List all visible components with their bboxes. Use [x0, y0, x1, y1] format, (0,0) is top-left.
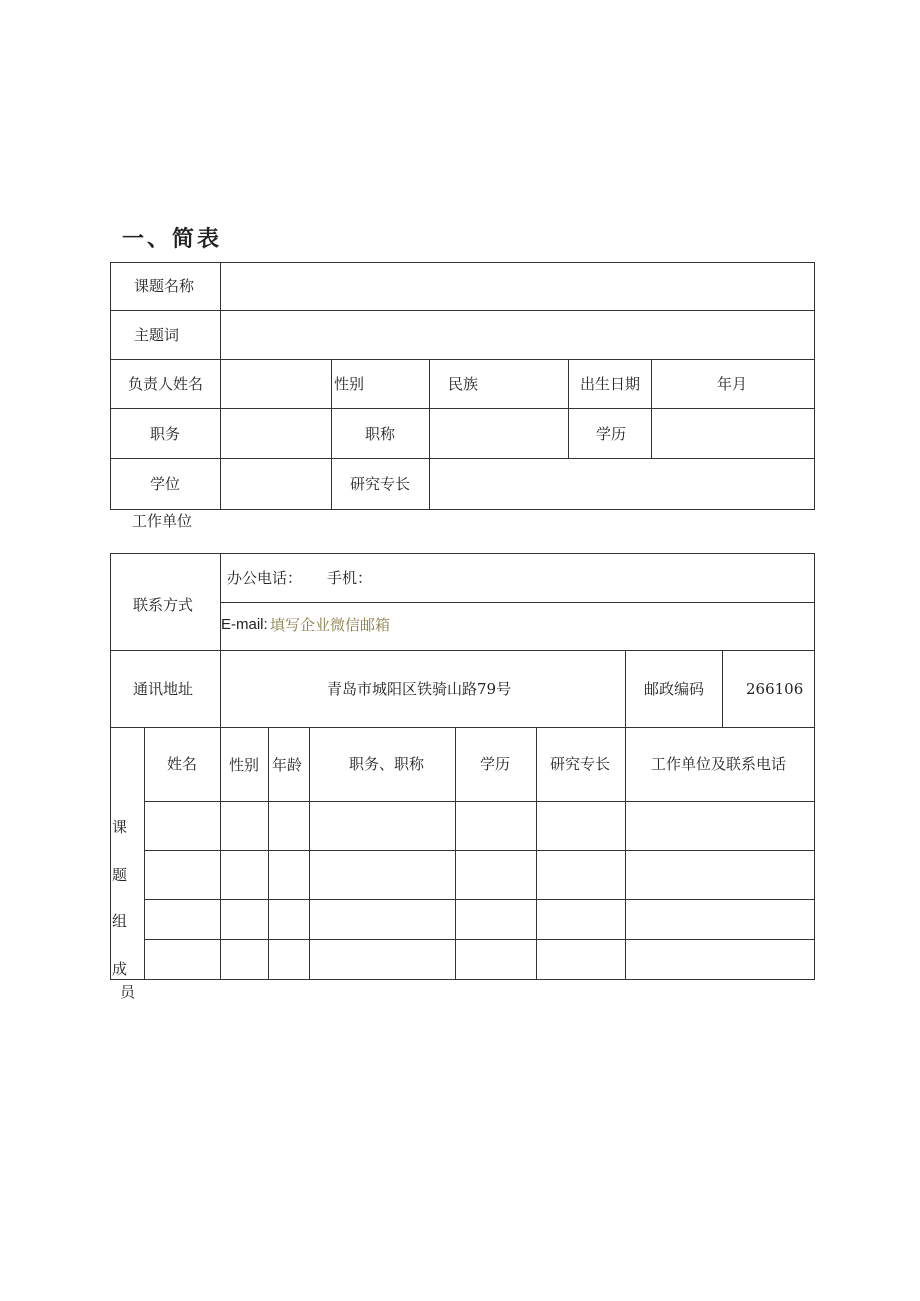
education-field[interactable] — [652, 409, 814, 458]
table-row[interactable] — [145, 940, 814, 979]
degree-field[interactable] — [221, 459, 331, 509]
table-row[interactable] — [145, 802, 814, 850]
table-col-divider — [331, 359, 332, 510]
education-label: 学历 — [596, 425, 627, 443]
address-label: 通讯地址 — [133, 680, 194, 698]
office-phone-label[interactable]: 办公电话： — [227, 569, 303, 587]
email-fill-hint[interactable]: 填写企业微信邮箱 — [270, 616, 391, 634]
members-label-char: 课 — [112, 818, 128, 836]
section-heading: 一、简表 — [122, 226, 223, 252]
topic-name-field[interactable] — [221, 263, 814, 310]
birth-date-value[interactable]: 年月 — [717, 375, 748, 393]
member-header-education: 学历 — [480, 755, 511, 773]
topic-name-label: 课题名称 — [134, 277, 195, 295]
table-row[interactable] — [145, 851, 814, 899]
member-header-specialty: 研究专长 — [550, 755, 611, 773]
keywords-field[interactable] — [221, 311, 814, 359]
mobile-label[interactable]: 手机： — [327, 569, 373, 587]
table-row-divider — [110, 359, 815, 360]
specialty-label: 研究专长 — [350, 475, 411, 493]
ethnicity-label: 民族 — [448, 375, 479, 393]
title-label: 职称 — [365, 425, 396, 443]
email-prefix: E-mail: — [221, 616, 268, 633]
member-header-unit-phone: 工作单位及联系电话 — [651, 755, 787, 773]
member-header-position-title: 职务、职称 — [349, 755, 425, 773]
birth-date-label: 出生日期 — [580, 375, 641, 393]
member-header-name: 姓名 — [167, 755, 198, 773]
member-header-age: 年龄 — [272, 756, 303, 774]
address-value[interactable]: 青岛市城阳区铁骑山路79号 — [327, 680, 512, 698]
table-col-divider — [722, 650, 723, 727]
contact-label: 联系方式 — [133, 596, 194, 614]
table-row-divider — [110, 650, 815, 651]
members-label-char: 员 — [120, 983, 136, 1001]
position-field[interactable] — [221, 409, 331, 458]
table-row-divider — [220, 602, 815, 603]
keywords-label: 主题词 — [134, 326, 180, 344]
position-label: 职务 — [150, 425, 181, 443]
table-col-divider — [220, 553, 221, 727]
postcode-label: 邮政编码 — [644, 680, 705, 698]
table-row-divider — [110, 727, 815, 728]
member-header-gender: 性别 — [229, 756, 260, 774]
members-label-char: 成 — [112, 960, 128, 978]
members-label-char: 题 — [112, 866, 128, 884]
specialty-field[interactable] — [430, 459, 814, 509]
work-unit-label: 工作单位 — [132, 512, 193, 530]
degree-label: 学位 — [150, 475, 181, 493]
members-label-char: 组 — [112, 912, 128, 930]
leader-name-label: 负责人姓名 — [128, 375, 204, 393]
title-field[interactable] — [430, 409, 568, 458]
table-row[interactable] — [145, 900, 814, 939]
postcode-value[interactable]: 266106 — [746, 680, 804, 698]
leader-name-field[interactable] — [221, 360, 331, 408]
table-col-divider — [568, 359, 569, 459]
gender-label: 性别 — [334, 375, 365, 393]
